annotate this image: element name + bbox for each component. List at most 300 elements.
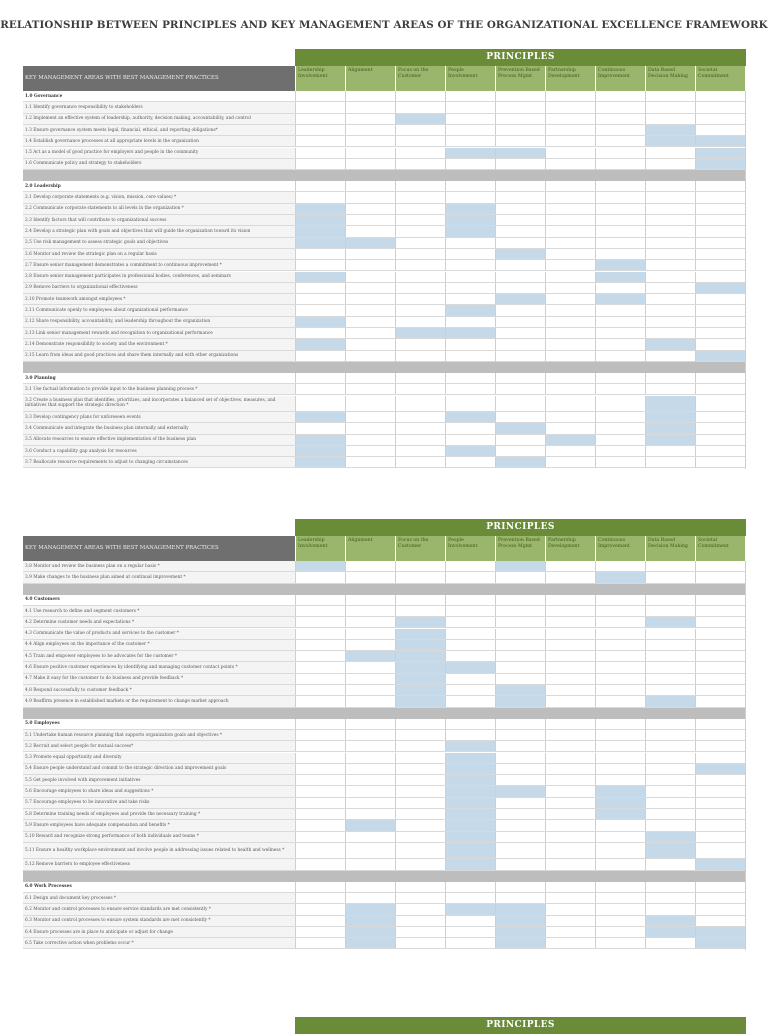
empty-cell <box>345 136 395 146</box>
empty-cell <box>295 283 345 293</box>
practice-label: 3.9 Make changes to the business plan aimed at continual improvement * <box>23 572 295 582</box>
empty-cell <box>545 916 595 926</box>
document-title: RELATIONSHIP BETWEEN PRINCIPLES AND KEY MANAGEMENT AREAS OF THE ORGANIZATIONAL EXCELLENCE FRAMEWORK <box>0 19 768 31</box>
marked-cell <box>445 226 495 236</box>
empty-cell <box>645 114 695 124</box>
practice-row <box>23 125 746 136</box>
empty-cell <box>645 674 695 684</box>
marked-cell <box>295 181 345 191</box>
empty-cell <box>295 136 345 146</box>
empty-cell <box>645 351 695 361</box>
empty-cell <box>595 938 645 948</box>
empty-cell <box>545 136 595 146</box>
empty-cell <box>545 662 595 672</box>
marked-cell <box>545 435 595 445</box>
empty-cell <box>645 640 695 650</box>
practice-row <box>23 561 746 572</box>
empty-cell <box>695 832 745 842</box>
principle-header: Leadership Involvement <box>295 536 345 561</box>
empty-cell <box>695 91 745 101</box>
empty-cell <box>445 730 495 740</box>
empty-cell <box>445 396 495 412</box>
empty-cell <box>595 859 645 869</box>
marked-cell <box>495 561 545 571</box>
empty-cell <box>545 843 595 859</box>
practice-row <box>23 102 746 113</box>
practice-row <box>23 617 746 628</box>
practice-label: 3.8 Monitor and review the business plan on a regular basis * <box>23 561 295 571</box>
empty-cell <box>295 916 345 926</box>
practice-label: 2.0 Leadership <box>23 181 295 191</box>
empty-cell <box>545 640 595 650</box>
empty-cell <box>595 384 645 394</box>
practice-label: 6.3 Monitor and control processes to ensure system standards are met consistently * <box>23 916 295 926</box>
empty-cell <box>545 91 595 101</box>
empty-cell <box>645 249 695 259</box>
empty-cell <box>395 753 445 763</box>
empty-cell <box>695 651 745 661</box>
marked-cell <box>645 843 695 859</box>
empty-cell <box>695 662 745 672</box>
empty-cell <box>645 226 695 236</box>
empty-cell <box>545 809 595 819</box>
empty-cell <box>395 832 445 842</box>
practice-label: 3.0 Planning <box>23 373 295 383</box>
empty-cell <box>395 396 445 412</box>
empty-cell <box>545 351 595 361</box>
empty-cell <box>295 91 345 101</box>
separator-row <box>23 362 746 373</box>
empty-cell <box>645 651 695 661</box>
marked-cell <box>495 904 545 914</box>
table-right-border <box>745 91 746 469</box>
empty-cell <box>295 125 345 135</box>
section-row <box>23 882 746 893</box>
empty-cell <box>445 423 495 433</box>
empty-cell <box>645 820 695 830</box>
empty-cell <box>345 125 395 135</box>
empty-cell <box>645 294 695 304</box>
marked-cell <box>645 617 695 627</box>
empty-cell <box>295 651 345 661</box>
empty-cell <box>695 384 745 394</box>
empty-cell <box>395 764 445 774</box>
marked-cell <box>395 662 445 672</box>
empty-cell <box>295 809 345 819</box>
empty-cell <box>395 148 445 158</box>
marked-cell <box>495 786 545 796</box>
principle-header: Alignment <box>345 536 395 561</box>
empty-cell <box>395 435 445 445</box>
empty-cell <box>395 423 445 433</box>
empty-cell <box>345 606 395 616</box>
empty-cell <box>495 384 545 394</box>
practice-row <box>23 927 746 938</box>
empty-cell <box>445 136 495 146</box>
empty-cell <box>445 572 495 582</box>
empty-cell <box>495 328 545 338</box>
empty-cell <box>545 629 595 639</box>
marked-cell <box>445 843 495 859</box>
practice-row <box>23 662 746 673</box>
empty-cell <box>295 786 345 796</box>
marked-cell <box>445 798 495 808</box>
empty-cell <box>445 938 495 948</box>
empty-cell <box>545 927 595 937</box>
empty-cell <box>695 260 745 270</box>
empty-cell <box>295 640 345 650</box>
empty-cell <box>545 904 595 914</box>
empty-cell <box>595 775 645 785</box>
empty-cell <box>545 215 595 225</box>
marked-cell <box>595 373 645 383</box>
empty-cell <box>695 272 745 282</box>
empty-cell <box>645 159 695 169</box>
practice-label: 3.1 Use factual information to provide input to the business planning process * <box>23 384 295 394</box>
empty-cell <box>645 181 695 191</box>
kma-header: KEY MANAGEMENT AREAS WITH BEST MANAGEMENT PRACTICES <box>23 66 295 91</box>
practice-row <box>23 305 746 316</box>
empty-cell <box>345 226 395 236</box>
practice-label: 1.6 Communicate policy and strategy to stakeholders <box>23 159 295 169</box>
empty-cell <box>395 339 445 349</box>
principle-header: Data Based Decision Making <box>645 536 695 561</box>
practice-row <box>23 572 746 583</box>
empty-cell <box>595 102 645 112</box>
empty-cell <box>545 114 595 124</box>
empty-cell <box>495 91 545 101</box>
empty-cell <box>645 775 695 785</box>
empty-cell <box>595 561 645 571</box>
practice-label: 2.7 Ensure senior management demonstrates a commitment to continuous improvement * <box>23 260 295 270</box>
practice-label: 2.11 Communicate openly to employees about organizational performance <box>23 305 295 315</box>
marked-cell <box>595 809 645 819</box>
empty-cell <box>595 125 645 135</box>
section-row <box>23 181 746 192</box>
empty-cell <box>695 820 745 830</box>
empty-cell <box>345 446 395 456</box>
empty-cell <box>295 192 345 202</box>
marked-cell <box>395 685 445 695</box>
empty-cell <box>595 226 645 236</box>
practice-label: 5.11 Ensure a healthy workplace environment and involve people in addressing issues related to health and wellness * <box>23 843 295 859</box>
empty-cell <box>345 317 395 327</box>
practice-row <box>23 351 746 362</box>
empty-cell <box>295 617 345 627</box>
principle-header: Partnership Development <box>545 66 595 91</box>
practice-row <box>23 423 746 434</box>
empty-cell <box>495 730 545 740</box>
practice-label: 5.4 Ensure people understand and commit to the strategic direction and improvement goals <box>23 764 295 774</box>
marked-cell <box>595 272 645 282</box>
empty-cell <box>395 741 445 751</box>
marked-cell <box>645 396 695 412</box>
principle-header: Partnership Development <box>545 536 595 561</box>
empty-cell <box>545 595 595 605</box>
empty-cell <box>695 640 745 650</box>
principle-header: People Involvement <box>445 536 495 561</box>
practice-row <box>23 685 746 696</box>
empty-cell <box>645 272 695 282</box>
marked-cell <box>445 215 495 225</box>
empty-cell <box>645 91 695 101</box>
empty-cell <box>395 457 445 467</box>
empty-cell <box>395 384 445 394</box>
empty-cell <box>445 114 495 124</box>
empty-cell <box>345 294 395 304</box>
marked-cell <box>295 215 345 225</box>
practice-label: 3.2 Create a business plan that identifies, prioritizes, and incorporates a balanced set of objectives, measures, and initiatives that support the strategic direction * <box>23 396 295 412</box>
empty-cell <box>695 305 745 315</box>
empty-cell <box>445 916 495 926</box>
empty-cell <box>695 617 745 627</box>
empty-cell <box>295 384 345 394</box>
empty-cell <box>495 305 545 315</box>
empty-cell <box>545 832 595 842</box>
practice-row <box>23 859 746 870</box>
matrix-table-1 <box>23 49 746 471</box>
marked-cell <box>495 696 545 706</box>
principle-header: Leadership Involvement <box>295 66 345 91</box>
empty-cell <box>695 192 745 202</box>
matrix-table-3 <box>23 1017 746 1034</box>
empty-cell <box>295 764 345 774</box>
marked-cell <box>445 820 495 830</box>
empty-cell <box>645 595 695 605</box>
marked-cell <box>345 820 395 830</box>
practice-label: 5.6 Encourage employees to share ideas and suggestions * <box>23 786 295 796</box>
empty-cell <box>695 339 745 349</box>
empty-cell <box>495 820 545 830</box>
empty-cell <box>645 685 695 695</box>
empty-cell <box>345 809 395 819</box>
empty-cell <box>595 457 645 467</box>
principles-band: PRINCIPLES <box>295 1017 746 1034</box>
empty-cell <box>345 423 395 433</box>
practice-row <box>23 238 746 249</box>
practice-row <box>23 294 746 305</box>
empty-cell <box>345 730 395 740</box>
empty-cell <box>295 927 345 937</box>
empty-cell <box>345 786 395 796</box>
empty-cell <box>595 283 645 293</box>
empty-cell <box>645 798 695 808</box>
marked-cell <box>445 786 495 796</box>
empty-cell <box>695 730 745 740</box>
empty-cell <box>395 719 445 729</box>
empty-cell <box>495 181 545 191</box>
empty-cell <box>545 373 595 383</box>
empty-cell <box>695 775 745 785</box>
empty-cell <box>595 606 645 616</box>
empty-cell <box>595 730 645 740</box>
practice-row <box>23 764 746 775</box>
empty-cell <box>345 181 395 191</box>
empty-cell <box>545 249 595 259</box>
empty-cell <box>495 859 545 869</box>
empty-cell <box>545 685 595 695</box>
empty-cell <box>495 204 545 214</box>
practice-row <box>23 317 746 328</box>
empty-cell <box>545 938 595 948</box>
practice-label: 3.7 Reallocate resource requirements to adjust to changing circumstances <box>23 457 295 467</box>
empty-cell <box>645 882 695 892</box>
practice-label: 4.5 Train and empower employees to be advocates for the customer * <box>23 651 295 661</box>
principle-header: Prevention Based Process Mgmt <box>495 536 545 561</box>
marked-cell <box>595 786 645 796</box>
empty-cell <box>345 843 395 859</box>
principle-header: Continuous Improvement <box>595 66 645 91</box>
marked-cell <box>445 148 495 158</box>
marked-cell <box>645 916 695 926</box>
empty-cell <box>595 595 645 605</box>
empty-cell <box>345 595 395 605</box>
separator-row <box>23 871 746 882</box>
empty-cell <box>395 238 445 248</box>
empty-cell <box>595 396 645 412</box>
empty-cell <box>545 339 595 349</box>
empty-cell <box>595 249 645 259</box>
empty-cell <box>345 102 395 112</box>
empty-cell <box>495 572 545 582</box>
empty-cell <box>295 572 345 582</box>
empty-cell <box>445 125 495 135</box>
practice-row <box>23 249 746 260</box>
practice-label: 5.8 Determine training needs of employees and provide the necessary training * <box>23 809 295 819</box>
empty-cell <box>495 764 545 774</box>
empty-cell <box>345 882 395 892</box>
empty-cell <box>345 373 395 383</box>
empty-cell <box>595 685 645 695</box>
marked-cell <box>345 938 395 948</box>
empty-cell <box>445 283 495 293</box>
empty-cell <box>645 904 695 914</box>
marked-cell <box>445 412 495 422</box>
empty-cell <box>595 843 645 859</box>
section-row <box>23 719 746 730</box>
empty-cell <box>345 114 395 124</box>
empty-cell <box>695 412 745 422</box>
empty-cell <box>595 640 645 650</box>
empty-cell <box>295 102 345 112</box>
empty-cell <box>445 640 495 650</box>
empty-cell <box>345 91 395 101</box>
empty-cell <box>595 904 645 914</box>
empty-cell <box>595 651 645 661</box>
empty-cell <box>295 775 345 785</box>
marked-cell <box>695 283 745 293</box>
empty-cell <box>295 373 345 383</box>
marked-cell <box>445 832 495 842</box>
marked-cell <box>345 904 395 914</box>
principle-header: Alignment <box>345 66 395 91</box>
empty-cell <box>295 859 345 869</box>
empty-cell <box>495 753 545 763</box>
empty-cell <box>345 435 395 445</box>
marked-cell <box>445 741 495 751</box>
empty-cell <box>495 617 545 627</box>
practice-row <box>23 283 746 294</box>
empty-cell <box>545 283 595 293</box>
practice-row <box>23 457 746 468</box>
empty-cell <box>495 136 545 146</box>
empty-cell <box>545 674 595 684</box>
empty-cell <box>495 396 545 412</box>
empty-cell <box>445 685 495 695</box>
empty-cell <box>295 904 345 914</box>
principle-header: Societal Commitment <box>695 66 745 91</box>
practice-row <box>23 640 746 651</box>
empty-cell <box>545 423 595 433</box>
marked-cell <box>345 927 395 937</box>
empty-cell <box>345 148 395 158</box>
empty-cell <box>545 305 595 315</box>
empty-cell <box>545 457 595 467</box>
empty-cell <box>345 305 395 315</box>
empty-cell <box>495 606 545 616</box>
empty-cell <box>495 775 545 785</box>
practice-label: 2.12 Share responsibility, accountability, and leadership throughout the organization <box>23 317 295 327</box>
marked-cell <box>645 136 695 146</box>
empty-cell <box>345 283 395 293</box>
empty-cell <box>545 181 595 191</box>
marked-cell <box>295 435 345 445</box>
practice-label: 4.3 Communicate the value of products and services to the customer * <box>23 629 295 639</box>
empty-cell <box>495 192 545 202</box>
empty-cell <box>545 820 595 830</box>
empty-cell <box>545 798 595 808</box>
empty-cell <box>395 916 445 926</box>
practice-row <box>23 148 746 159</box>
marked-cell <box>695 938 745 948</box>
marked-cell <box>645 125 695 135</box>
practice-label: 3.4 Communicate and integrate the business plan internally and externally <box>23 423 295 433</box>
empty-cell <box>695 904 745 914</box>
empty-cell <box>495 741 545 751</box>
empty-cell <box>695 674 745 684</box>
empty-cell <box>595 893 645 903</box>
empty-cell <box>595 159 645 169</box>
practice-row <box>23 651 746 662</box>
empty-cell <box>695 423 745 433</box>
empty-cell <box>445 457 495 467</box>
empty-cell <box>495 238 545 248</box>
practice-row <box>23 215 746 226</box>
marked-cell <box>445 775 495 785</box>
marked-cell <box>695 373 745 383</box>
empty-cell <box>595 741 645 751</box>
empty-cell <box>495 125 545 135</box>
empty-cell <box>695 798 745 808</box>
empty-cell <box>645 384 695 394</box>
empty-cell <box>545 446 595 456</box>
marked-cell <box>495 916 545 926</box>
empty-cell <box>295 595 345 605</box>
empty-cell <box>345 617 395 627</box>
empty-cell <box>595 136 645 146</box>
empty-cell <box>695 629 745 639</box>
practice-label: 5.3 Promote equal opportunity and diversity <box>23 753 295 763</box>
empty-cell <box>345 339 395 349</box>
empty-cell <box>295 305 345 315</box>
empty-cell <box>695 125 745 135</box>
empty-cell <box>295 674 345 684</box>
empty-cell <box>695 238 745 248</box>
empty-cell <box>695 843 745 859</box>
empty-cell <box>395 775 445 785</box>
marked-cell <box>495 927 545 937</box>
marked-cell <box>345 916 395 926</box>
